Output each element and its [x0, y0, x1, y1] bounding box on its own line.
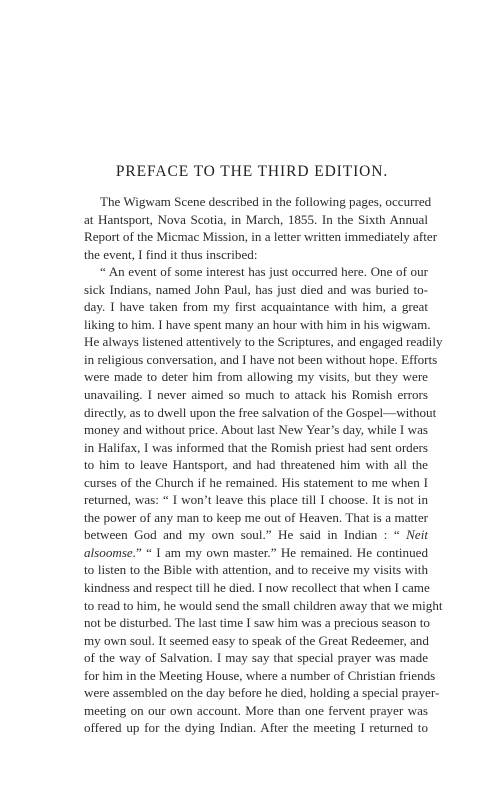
- text-line: sick Indians, named John Paul, has just died and was buried to-: [84, 281, 428, 297]
- text-line: for him in the Meeting House, where a number of Christian friends: [84, 667, 436, 683]
- text-line: the power of any man to keep me out of Heaven. That is a matter: [84, 509, 428, 525]
- text-line: of the way of Salvation. I may say that special prayer was made: [84, 650, 428, 666]
- text-line: not be disturbed. The last time I saw him was a precious season to: [84, 615, 430, 631]
- text-line: “ An event of some interest has just occurred here. One of our: [100, 264, 428, 280]
- text-line: money and without price. About last New Year’s day, while I was: [84, 422, 428, 438]
- text-line: day. I have taken from my first acquaintance with him, a great: [84, 299, 428, 315]
- preface-body: [84, 193, 443, 737]
- text-line: The Wigwam Scene described in the following pages, occurred: [100, 194, 432, 209]
- text-line: to him to leave Hantsport, and had threatened him with all the: [84, 457, 428, 473]
- text-line: Report of the Micmac Mission, in a letter written immediately after: [84, 229, 438, 245]
- preface-heading: PREFACE TO THE THIRD EDITION.: [115, 163, 389, 180]
- text-line: were made to deter him from allowing my visits, but they were: [84, 369, 428, 385]
- italic-word: alsoomse.: [84, 544, 137, 560]
- text-line: directly, as to dwell upon the free salvation of the Gospel—without: [84, 404, 437, 420]
- text-line: in Halifax, I was informed that the Romish priest had sent orders: [84, 439, 428, 455]
- text-line: my own soul. It seemed easy to speak of the Great Redeemer, and: [84, 632, 429, 648]
- text-line: kindness and respect till he died. I now recollect that when I came: [84, 580, 430, 596]
- text-line: to read to him, he would send the small children away that we might: [84, 597, 443, 613]
- text-line: meeting on our own account. More than one fervent prayer was: [84, 702, 428, 718]
- text-line: unavailing. I never aimed so much to attack his Romish errors: [84, 387, 428, 403]
- italic-word: Neit: [406, 527, 428, 543]
- text-line: in religious conversation, and I have not been without hope. Efforts: [84, 351, 438, 367]
- text-line: offered up for the dying Indian. After the meeting I returned to: [84, 720, 428, 736]
- text-line: the event, I find it thus inscribed:: [84, 246, 258, 262]
- text-line: to listen to the Bible with attention, and to receive my visits with: [84, 562, 428, 578]
- text-line: returned, was: “ I won’t leave this place till I choose. It is not in: [84, 492, 428, 508]
- text-line: curses of the Church if he remained. His statement to me when I: [84, 474, 428, 490]
- text-line: between God and my own soul.” He said in Indian : “ Neit: [84, 527, 428, 543]
- text-line: alsoomse.” “ I am my own master.” He remained. He continued: [84, 544, 428, 560]
- text-line: at Hantsport, Nova Scotia, in March, 1855. In the Sixth Annual: [84, 211, 428, 227]
- text-line: liking to him. I have spent many an hour with him in his wigwam.: [84, 316, 431, 332]
- text-line: were assembled on the day before he died, holding a special prayer-: [84, 685, 440, 701]
- text-line: He always listened attentively to the Scriptures, and engaged readily: [84, 334, 443, 350]
